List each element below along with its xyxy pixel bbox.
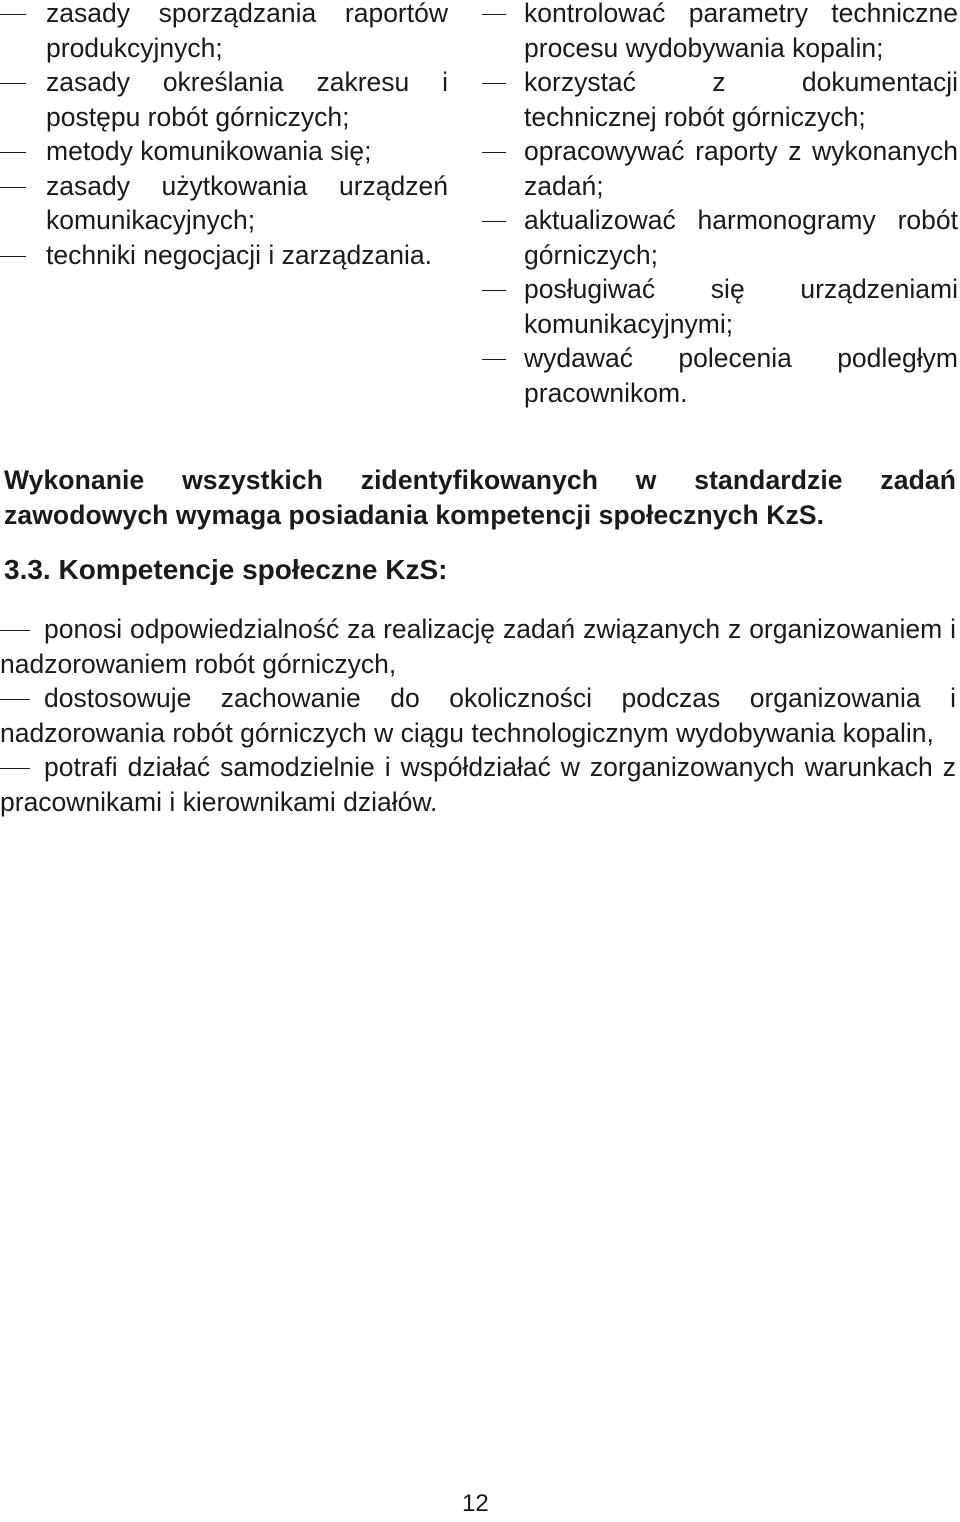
dash-bullet xyxy=(482,14,506,15)
list-item-text: kontrolować parametry techniczne procesu wydobywania kopalin; xyxy=(524,0,958,63)
dash-bullet xyxy=(482,83,506,84)
list-item xyxy=(0,681,956,750)
dash-bullet xyxy=(0,83,26,84)
dash-bullet xyxy=(482,290,506,291)
dash-bullet xyxy=(0,630,30,631)
dash-bullet xyxy=(0,256,26,257)
list-item-text: zasady określania zakresu i postępu robót górniczych; xyxy=(46,67,448,132)
list-item-text: ponosi odpowiedzialność za realizację zadań związanych z organizowaniem i nadzorowaniem robót górniczych, xyxy=(0,614,956,679)
dash-bullet xyxy=(0,187,26,188)
list-item xyxy=(478,341,958,410)
list-item-text: korzystać z dokumentacji technicznej robót górniczych; xyxy=(524,67,958,132)
dash-bullet xyxy=(0,768,30,769)
dash-bullet xyxy=(482,359,506,360)
list-item xyxy=(0,134,448,169)
list-item xyxy=(478,134,958,203)
list-item-text: posługiwać się urządzeniami komunikacyjnymi; xyxy=(524,274,958,339)
list-item xyxy=(0,0,448,65)
list-item-text: aktualizować harmonogramy robót górniczych; xyxy=(524,205,958,270)
dash-bullet xyxy=(0,152,26,153)
list-item-text: techniki negocjacji i zarządzania. xyxy=(46,239,432,270)
list-item-text: zasady sporządzania raportów produkcyjnych; xyxy=(46,0,448,63)
dash-bullet xyxy=(0,14,26,15)
list-item-text: potrafi działać samodzielnie i współdziałać w zorganizowanych warunkach z pracownikami i kierownikami działów. xyxy=(0,752,956,817)
list-item-text: dostosowuje zachowanie do okoliczności podczas organizowania i nadzorowania robót górniczych w ciągu technologicznym wydobywania kopalin, xyxy=(0,683,956,748)
list-item xyxy=(0,238,448,273)
dash-bullet xyxy=(482,221,506,222)
competencies-list xyxy=(0,612,956,819)
list-item-text: opracowywać raporty z wykonanych zadań; xyxy=(524,136,958,201)
list-item xyxy=(0,65,448,134)
page-number: 12 xyxy=(462,1490,489,1517)
dash-bullet xyxy=(0,699,30,700)
list-item xyxy=(478,203,958,272)
list-item-text: wydawać polecenia podległym pracownikom. xyxy=(524,343,958,408)
list-item xyxy=(0,612,956,681)
list-item-text: zasady użytkowania urządzeń komunikacyjnych; xyxy=(46,170,448,235)
list-item xyxy=(0,750,956,819)
section-heading: 3.3. Kompetencje społeczne KzS: xyxy=(4,554,448,585)
list-item-text: metody komunikowania się; xyxy=(46,136,372,166)
list-item xyxy=(478,272,958,341)
list-item xyxy=(478,65,958,134)
list-item xyxy=(0,169,448,238)
knowledge-list xyxy=(0,0,448,272)
list-item xyxy=(478,0,958,65)
summary-paragraph: Wykonanie wszystkich zidentyfikowanych w standardzie zadań zawodowych wymaga posiadania kompetencji społecznych KzS. xyxy=(4,465,956,530)
dash-bullet xyxy=(482,152,506,153)
skills-list xyxy=(478,0,958,410)
